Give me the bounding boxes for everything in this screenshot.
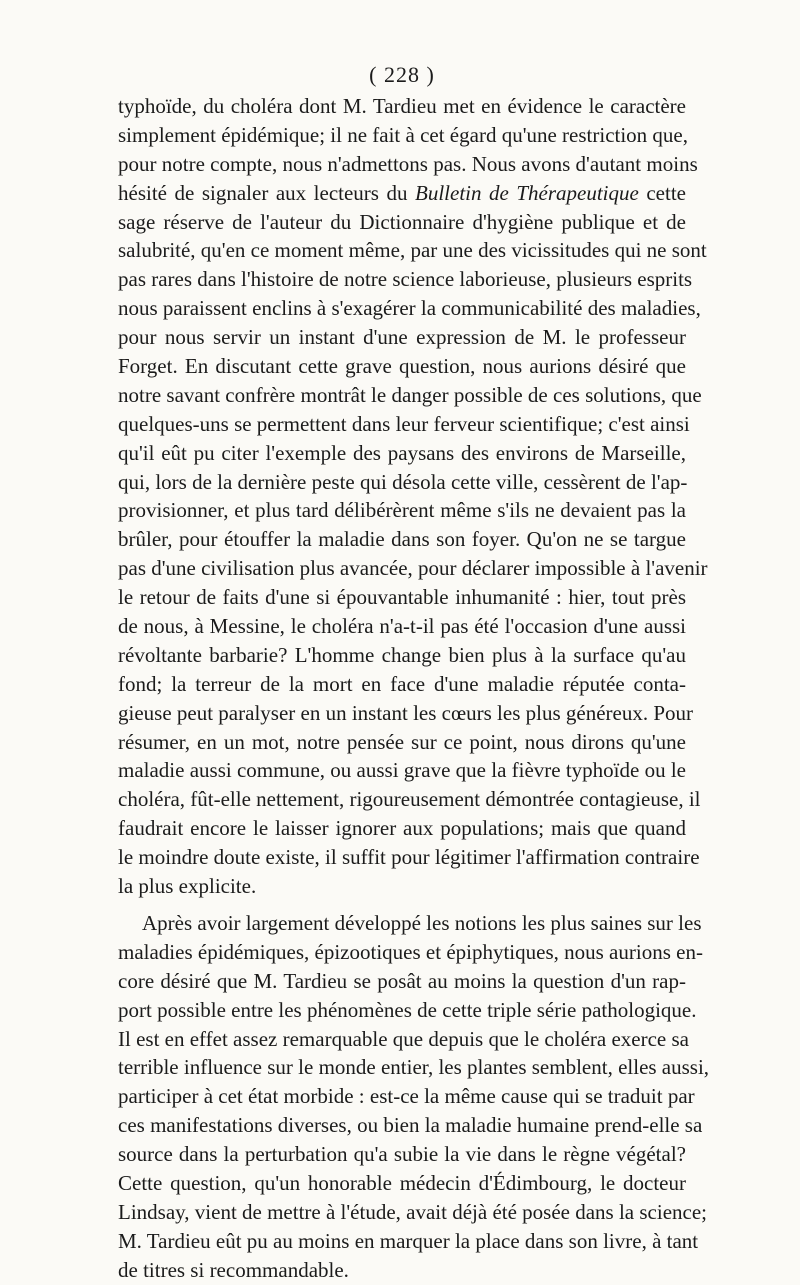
- text-line: [118, 699, 694, 728]
- text-run: nous paraissent enclins à s'exagérer la communicabilité des maladies,: [118, 296, 701, 321]
- text-line: [118, 236, 707, 265]
- text-run: sage réserve de l'auteur du Dictionnaire d'hygiène publique et de: [118, 209, 686, 234]
- text-run: qu'il eût pu citer l'exemple des paysans des environs de Marseille,: [118, 440, 686, 465]
- text-run: le moindre doute existe, il suffit pour légitimer l'affirmation contraire: [118, 845, 700, 870]
- text-line: [118, 1053, 710, 1082]
- text-run: salubrité, qu'en ce moment même, par une des vicissitudes qui ne sont: [118, 238, 707, 263]
- page-number: ( 228 ): [369, 62, 435, 87]
- text-run: participer à cet état morbide : est-ce la même cause qui se traduit par: [118, 1084, 695, 1109]
- text-run: port possible entre les phénomènes de cette triple série pathologique.: [118, 997, 697, 1022]
- text-line: [118, 121, 689, 150]
- text-run: cette: [638, 180, 686, 205]
- text-line: [118, 1111, 703, 1140]
- text-line: [118, 1256, 686, 1285]
- text-run: de titres si recommandable.: [118, 1257, 349, 1282]
- text-line: [118, 179, 686, 208]
- text-line: [118, 909, 702, 938]
- text-run: simplement épidémique; il ne fait à cet égard qu'une restriction que,: [118, 122, 689, 147]
- text-line: [118, 785, 701, 814]
- text-line: [118, 641, 686, 670]
- text-run: révoltante barbarie? L'homme change bien plus à la surface qu'au: [118, 642, 686, 667]
- text-run: gieuse peut paralyser en un instant les cœurs les plus généreux. Pour: [118, 700, 694, 725]
- text-line: [118, 381, 702, 410]
- text-run: Lindsay, vient de mettre à l'étude, avait déjà été posée dans la science;: [118, 1199, 708, 1224]
- text-run: Cette question, qu'un honorable médecin d'Édimbourg, le docteur: [118, 1170, 686, 1195]
- text-line: [118, 496, 686, 525]
- text-run: notre savant confrère montrât le danger possible de ces solutions, que: [118, 382, 702, 407]
- text-line: [118, 1227, 699, 1256]
- text-line: [118, 814, 686, 843]
- text-run: Il est en effet assez remarquable que depuis que le choléra exerce sa: [118, 1026, 689, 1051]
- text-line: [118, 843, 700, 872]
- text-line: [118, 728, 686, 757]
- text-run: pas d'une civilisation plus avancée, pour déclarer impossible à l'avenir: [118, 556, 708, 581]
- text-line: [118, 670, 686, 699]
- text-run: source dans la perturbation qu'a subie la vie dans le règne végétal?: [118, 1142, 686, 1167]
- text-run: Forget. En discutant cette grave question, nous aurions désiré que: [118, 354, 686, 379]
- text-run: M. Tardieu eût pu au moins en marquer la place dans son livre, à tant: [118, 1228, 699, 1253]
- text-line: [118, 1140, 686, 1169]
- document-page: [118, 58, 710, 1285]
- text-line: [118, 996, 697, 1025]
- text-run: pas rares dans l'histoire de notre science laborieuse, plusieurs esprits: [118, 267, 693, 292]
- text-run: de nous, à Messine, le choléra n'a-t-il pas été l'occasion d'une aussi: [118, 614, 686, 639]
- text-run: pour nous servir un instant d'une expression de M. le professeur: [118, 325, 686, 350]
- text-line: [118, 265, 693, 294]
- text-line: [118, 1198, 708, 1227]
- text-run: faudrait encore le laisser ignorer aux populations; mais que quand: [118, 816, 686, 841]
- text-line: [118, 294, 701, 323]
- text-line: [118, 1082, 695, 1111]
- text-run: la plus explicite.: [118, 874, 257, 899]
- text-line: [118, 352, 686, 381]
- text-line: [118, 872, 686, 901]
- text-line: [118, 967, 686, 996]
- text-run: terrible influence sur le monde entier, les plantes semblent, elles aussi,: [118, 1055, 710, 1080]
- text-run: résumer, en un mot, notre pensée sur ce point, nous dirons qu'une: [118, 729, 686, 754]
- text-line: [118, 583, 686, 612]
- text-run: Après avoir largement développé les notions les plus saines sur les: [142, 910, 702, 935]
- text-line: [118, 92, 686, 121]
- text-line: [118, 468, 686, 497]
- text-run: le retour de faits d'une si épouvantable inhumanité : hier, tout près: [118, 585, 686, 610]
- text-line: [118, 439, 686, 468]
- text-run: choléra, fût-elle nettement, rigoureusement démontrée contagieuse, il: [118, 787, 701, 812]
- text-run: maladie aussi commune, ou aussi grave que la fièvre typhoïde ou le: [118, 758, 686, 783]
- text-line: [118, 938, 703, 967]
- text-run: pour notre compte, nous n'admettons pas. Nous avons d'autant moins: [118, 151, 698, 176]
- text-run: quelques-uns se permettent dans leur ferveur scientifique; c'est ainsi: [118, 411, 690, 436]
- text-run: core désiré que M. Tardieu se posât au moins la question d'un rap-: [118, 968, 686, 993]
- text-line: [118, 1169, 686, 1198]
- text-run: provisionner, et plus tard délibérèrent même s'ils ne devaient pas la: [118, 498, 686, 523]
- text-run: maladies épidémiques, épizootiques et épiphytiques, nous aurions en-: [118, 939, 703, 964]
- body-text: [118, 92, 710, 1285]
- text-line: [118, 525, 686, 554]
- text-run: qui, lors de la dernière peste qui désola cette ville, cessèrent de l'ap-: [118, 469, 688, 494]
- text-line: [118, 612, 686, 641]
- text-line: [118, 756, 686, 785]
- text-line: [118, 1025, 689, 1054]
- text-line: [118, 208, 686, 237]
- text-run: brûler, pour étouffer la maladie dans son foyer. Qu'on ne se targue: [118, 527, 686, 552]
- text-run: ces manifestations diverses, ou bien la maladie humaine prend-elle sa: [118, 1113, 703, 1138]
- text-run: typhoïde, du choléra dont M. Tardieu met en évidence le caractère: [118, 94, 686, 118]
- text-line: [118, 150, 698, 179]
- text-line: [118, 323, 686, 352]
- text-line: [118, 554, 708, 583]
- text-run: hésité de signaler aux lecteurs du: [118, 180, 416, 205]
- text-run: fond; la terreur de la mort en face d'une maladie réputée conta-: [118, 671, 686, 696]
- italic-text: Bulletin de Thérapeutique: [415, 180, 639, 205]
- text-line: [118, 410, 690, 439]
